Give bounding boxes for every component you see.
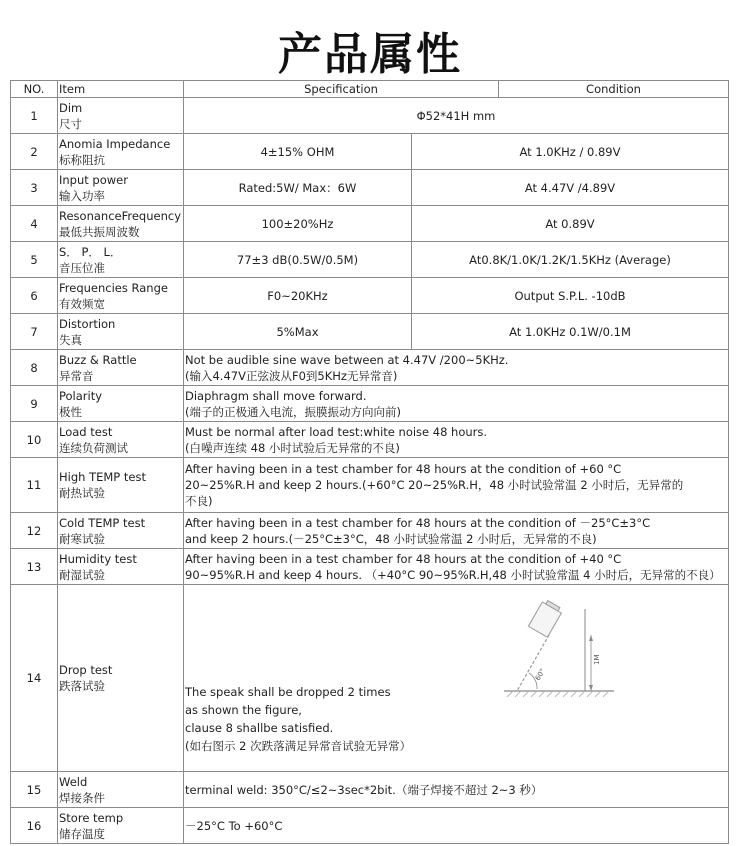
description-line: as shown the figure, bbox=[185, 703, 302, 717]
row-number: 6 bbox=[11, 278, 58, 314]
description-cell bbox=[184, 513, 729, 549]
item-cn: 输入功率 bbox=[59, 188, 105, 203]
table-row bbox=[11, 772, 729, 808]
item-cell bbox=[58, 170, 184, 206]
spec-cell: Φ52*41H mm bbox=[184, 98, 729, 134]
product-attributes-table bbox=[10, 80, 729, 844]
item-cn: 标称阻抗 bbox=[59, 152, 105, 167]
row-number: 3 bbox=[11, 170, 58, 206]
row-number: 11 bbox=[11, 458, 58, 513]
item-cn: 跌落试验 bbox=[59, 679, 105, 693]
table-row bbox=[11, 170, 729, 206]
spec-cell: 4±15% OHM bbox=[184, 134, 412, 170]
item-en: Drop test bbox=[59, 663, 113, 677]
item-cn: 耐热试验 bbox=[59, 486, 105, 500]
condition-cell: At 1.0KHz 0.1W/0.1M bbox=[412, 314, 729, 350]
table-row bbox=[11, 513, 729, 549]
table-row bbox=[11, 206, 729, 242]
row-number: 4 bbox=[11, 206, 58, 242]
row-number: 10 bbox=[11, 422, 58, 458]
description-cell bbox=[184, 386, 729, 422]
row-number: 2 bbox=[11, 134, 58, 170]
description-cell bbox=[184, 350, 729, 386]
description-cell bbox=[184, 549, 729, 585]
row-number: 1 bbox=[11, 98, 58, 134]
item-cell bbox=[58, 98, 184, 134]
item-en: Weld bbox=[59, 774, 88, 789]
item-en: Store temp bbox=[59, 810, 124, 825]
item-en: High TEMP test bbox=[59, 470, 146, 484]
table-row bbox=[11, 242, 729, 278]
item-cn: 连续负荷测试 bbox=[59, 440, 128, 455]
item-cell bbox=[58, 206, 184, 242]
table-row bbox=[11, 278, 729, 314]
item-en: Input power bbox=[59, 172, 128, 187]
item-en: Load test bbox=[59, 424, 113, 439]
item-cn: 耐湿试验 bbox=[59, 567, 105, 582]
table-row bbox=[11, 350, 729, 386]
item-cell bbox=[58, 772, 184, 808]
page-title: 产品属性 bbox=[278, 29, 462, 80]
item-en: Anomia Impedance bbox=[59, 136, 171, 151]
item-en: Frequencies Range bbox=[59, 280, 168, 295]
row-number: 16 bbox=[11, 808, 58, 844]
table-row bbox=[11, 808, 729, 844]
drop-height-label: 1M bbox=[593, 654, 601, 665]
description-cell bbox=[184, 422, 729, 458]
table-row bbox=[11, 134, 729, 170]
row-number: 9 bbox=[11, 386, 58, 422]
description-line: clause 8 shallbe satisfied. bbox=[185, 721, 334, 735]
item-cell bbox=[58, 242, 184, 278]
table-row bbox=[11, 458, 729, 513]
item-cn: 异常音 bbox=[59, 368, 94, 383]
item-cell bbox=[58, 314, 184, 350]
row-number: 5 bbox=[11, 242, 58, 278]
item-cn: 音压位准 bbox=[59, 260, 105, 275]
table-row bbox=[11, 314, 729, 350]
header-specification: Specification bbox=[184, 81, 499, 98]
header-item: Item bbox=[58, 81, 184, 98]
description-line: 90~95%R.H and keep 4 hours. （+40°C 90~95%R.H,48 小时试验常温 4 小时后，无异常的不良） bbox=[185, 567, 721, 582]
row-number: 7 bbox=[11, 314, 58, 350]
spec-cell: 100±20%Hz bbox=[184, 206, 412, 242]
description-line: Must be normal after load test:white noise 48 hours. bbox=[185, 424, 488, 439]
description-line: 不良) bbox=[185, 494, 213, 508]
table-row bbox=[11, 422, 729, 458]
item-cell bbox=[58, 585, 184, 772]
description-cell bbox=[184, 458, 729, 513]
row-number: 12 bbox=[11, 513, 58, 549]
spec-cell: F0~20KHz bbox=[184, 278, 412, 314]
item-cell bbox=[58, 278, 184, 314]
spec-cell: 5%Max bbox=[184, 314, 412, 350]
item-cell bbox=[58, 549, 184, 585]
description-line: Not be audible sine wave between at 4.47V /200~5KHz. bbox=[185, 352, 509, 367]
table-row bbox=[11, 98, 729, 134]
item-cell bbox=[58, 134, 184, 170]
item-cell bbox=[58, 386, 184, 422]
item-cn: 焊接条件 bbox=[59, 790, 105, 805]
item-en: ResonanceFrequency bbox=[59, 208, 182, 223]
table-row bbox=[11, 549, 729, 585]
item-cn: 失真 bbox=[59, 332, 82, 347]
description-line: (输入4.47V正弦波从F0到5KHz无异常音) bbox=[185, 368, 398, 383]
row-number: 15 bbox=[11, 772, 58, 808]
item-en: Distortion bbox=[59, 316, 116, 331]
item-en: S． P． L． bbox=[59, 244, 122, 259]
condition-cell: At 1.0KHz / 0.89V bbox=[412, 134, 729, 170]
item-cn: 有效频宽 bbox=[59, 296, 105, 311]
drop-angle-label: 60° bbox=[533, 667, 547, 682]
header-no: NO. bbox=[11, 81, 58, 98]
description-cell: terminal weld: 350°C/≤2~3sec*2bit.（端子焊接不超过 2~3 秒） bbox=[184, 772, 729, 808]
item-cell bbox=[58, 458, 184, 513]
condition-cell: At 4.47V /4.89V bbox=[412, 170, 729, 206]
description-line: The speak shall be dropped 2 times bbox=[185, 685, 391, 699]
description-line: Diaphragm shall move forward. bbox=[185, 388, 367, 403]
item-cn: 尺寸 bbox=[59, 116, 82, 131]
header-condition: Condition bbox=[499, 81, 729, 98]
row-number: 14 bbox=[11, 585, 58, 772]
table-header-row bbox=[11, 81, 729, 98]
description-line: (如右图示 2 次跌落满足异常音试验无异常） bbox=[185, 739, 412, 753]
item-cn: 最低共振周波数 bbox=[59, 224, 140, 239]
condition-cell: At0.8K/1.0K/1.2K/1.5KHz (Average) bbox=[412, 242, 729, 278]
item-en: Buzz & Rattle bbox=[59, 352, 137, 367]
item-cn: 极性 bbox=[59, 404, 82, 419]
condition-cell: Output S.P.L. -10dB bbox=[412, 278, 729, 314]
item-en: Humidity test bbox=[59, 551, 137, 566]
description-line: (白噪声连续 48 小时试验后无异常的不良) bbox=[185, 440, 400, 455]
item-cell bbox=[58, 422, 184, 458]
table-row bbox=[11, 585, 729, 772]
item-en: Polarity bbox=[59, 388, 103, 403]
row-number: 13 bbox=[11, 549, 58, 585]
table-row bbox=[11, 386, 729, 422]
item-en: Dim bbox=[59, 100, 83, 115]
description-line: After having been in a test chamber for 48 hours at the condition of +40 °C bbox=[185, 551, 622, 566]
description-line: After having been in a test chamber for 48 hours at the condition of －25°C±3°C bbox=[185, 515, 651, 530]
description-line: (端子的正极通入电流，振膜振动方向向前) bbox=[185, 404, 401, 419]
item-cn: 耐寒试验 bbox=[59, 531, 105, 546]
condition-cell: At 0.89V bbox=[412, 206, 729, 242]
description-cell bbox=[184, 585, 729, 772]
spec-cell: 77±3 dB(0.5W/0.5M) bbox=[184, 242, 412, 278]
description-line: 20~25%R.H and keep 2 hours.(+60°C 20~25%R.H，48 小时试验常温 2 小时后，无异常的 bbox=[185, 478, 684, 492]
item-cell bbox=[58, 513, 184, 549]
item-cell bbox=[58, 808, 184, 844]
drop-test-text bbox=[185, 683, 411, 755]
drop-test-figure bbox=[499, 599, 619, 699]
row-number: 8 bbox=[11, 350, 58, 386]
item-cn: 储存温度 bbox=[59, 826, 105, 841]
description-cell: －25°C To +60°C bbox=[184, 808, 729, 844]
description-line: and keep 2 hours.(－25°C±3°C，48 小时试验常温 2 小时后，无异常的不良) bbox=[185, 531, 597, 546]
spec-cell: Rated:5W/ Max：6W bbox=[184, 170, 412, 206]
item-cell bbox=[58, 350, 184, 386]
item-en: Cold TEMP test bbox=[59, 515, 146, 530]
description-line: After having been in a test chamber for 48 hours at the condition of +60 °C bbox=[185, 462, 622, 476]
